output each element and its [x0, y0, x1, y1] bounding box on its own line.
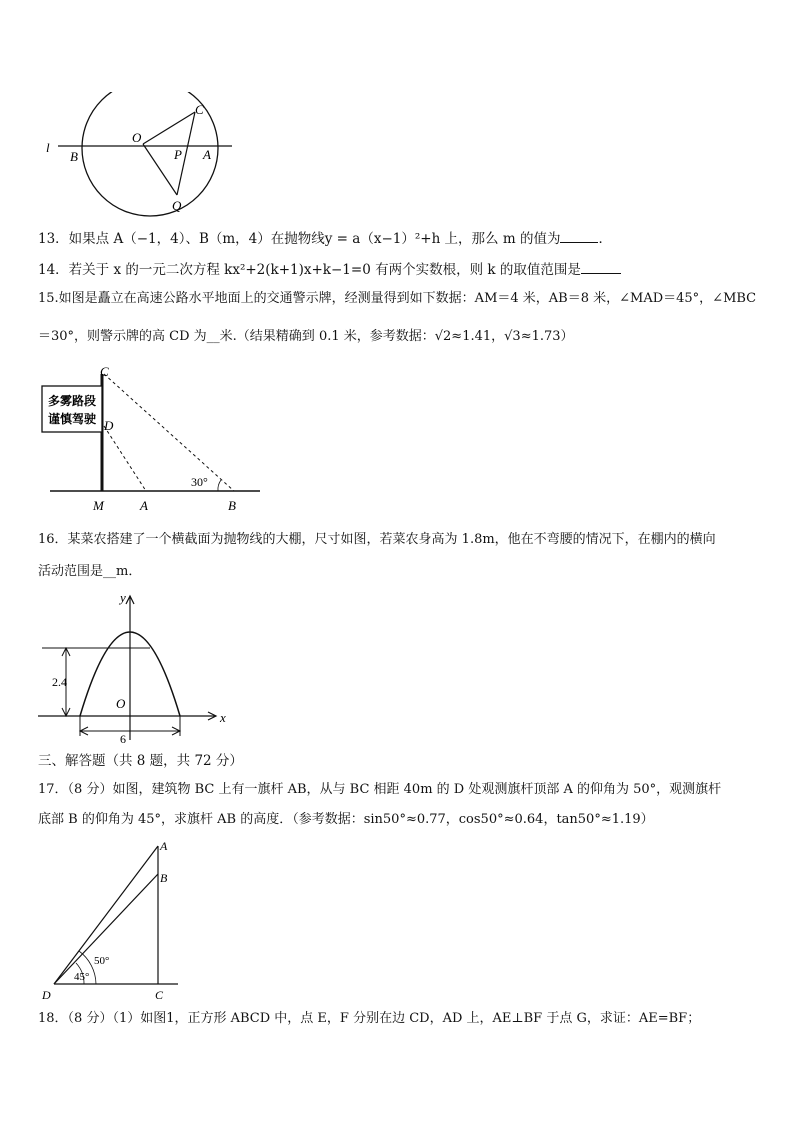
sight-line-DB [54, 874, 158, 984]
question-17-line-1: 17．（8 分）如图，建筑物 BC 上有一旗杆 AB，从与 BC 相距 40m 的 D 处观测旗杆顶部 A 的仰角为 50°，观测旗杆 [38, 782, 722, 797]
parabola-figure [38, 590, 238, 745]
question-18: 18．（8 分）（1）如图1，正方形 ABCD 中，点 E，F 分别在边 CD，AD 上，AE⊥BF 于点 G，求证：AE=BF； [38, 1011, 701, 1026]
question-13-text: 13．如果点 A（−1，4）、B（m，4）在抛物线y = a（x−1）²+h 上，那么 m 的值为 [38, 231, 561, 247]
section-3-heading: 三、解答题（共 8 题，共 72 分） [38, 753, 243, 769]
label-D: D [104, 418, 114, 433]
question-13-end: ． [598, 231, 612, 247]
question-13 [38, 229, 612, 248]
question-14 [38, 260, 621, 279]
label-x: x [220, 710, 226, 725]
question-15-line-1: 15.如图是矗立在高速公路水平地面上的交通警示牌，经测量得到如下数据：AM＝4 米，AB＝8 米，∠MAD＝45°，∠MBC [38, 291, 757, 306]
angle-label-30: 30° [191, 475, 208, 489]
label-M: M [93, 498, 104, 513]
label-A: A [140, 498, 148, 513]
label-B: B [228, 498, 236, 513]
warning-sign-figure [38, 362, 268, 517]
width-label: 6 [120, 732, 126, 745]
label-Q: Q [172, 198, 182, 213]
question-15-line-2: ＝30°，则警示牌的高 CD 为__米.（结果精确到 0.1 米，参考数据：√2≈1.41，√3≈1.73） [38, 329, 574, 344]
sign-text-line-2: 谨慎驾驶 [48, 412, 97, 426]
question-16-line-2: 活动范围是__m． [38, 564, 142, 579]
label-C: C [155, 988, 164, 1002]
dashed-line-CB [104, 374, 234, 491]
question-16-line-1: 16．某菜农搭建了一个横截面为抛物线的大棚，尺寸如图，若菜农身高为 1.8m，他在不弯腰的情况下，在棚内的横向 [38, 532, 716, 547]
question-14-text: 14．若关于 x 的一元二次方程 kx²+2(k+1)x+k−1=0 有两个实数根，则 k 的取值范围是 [38, 262, 581, 278]
angle-label-45: 45° [74, 971, 90, 983]
label-C: C [195, 102, 204, 117]
sign-text-line-1: 多雾路段 [48, 394, 97, 408]
dashed-line-DA [104, 426, 146, 491]
label-D: D [42, 988, 51, 1002]
label-l: l [46, 140, 50, 155]
segment-OQ [143, 144, 177, 195]
label-O: O [132, 130, 142, 145]
flagpole-figure [36, 836, 186, 1002]
question-17-line-2: 底部 B 的仰角为 45°，求旗杆 AB 的高度．（参考数据：sin50°≈0.77，cos50°≈0.64，tan50°≈1.19） [38, 812, 654, 827]
answer-blank-14[interactable] [581, 260, 621, 274]
label-A: A [160, 839, 168, 853]
label-C: C [100, 364, 109, 379]
label-A: A [203, 147, 211, 162]
segment-OC [143, 112, 195, 144]
label-B: B [70, 149, 78, 164]
angle-label-50: 50° [94, 955, 110, 967]
label-O: O [116, 696, 126, 711]
label-B: B [160, 871, 168, 885]
height-label: 2.4 [52, 675, 67, 689]
angle-arc-30 [218, 480, 221, 491]
circle-figure [40, 92, 250, 217]
label-y: y [120, 590, 126, 605]
label-P: P [174, 147, 182, 162]
answer-blank-13[interactable] [560, 229, 598, 243]
